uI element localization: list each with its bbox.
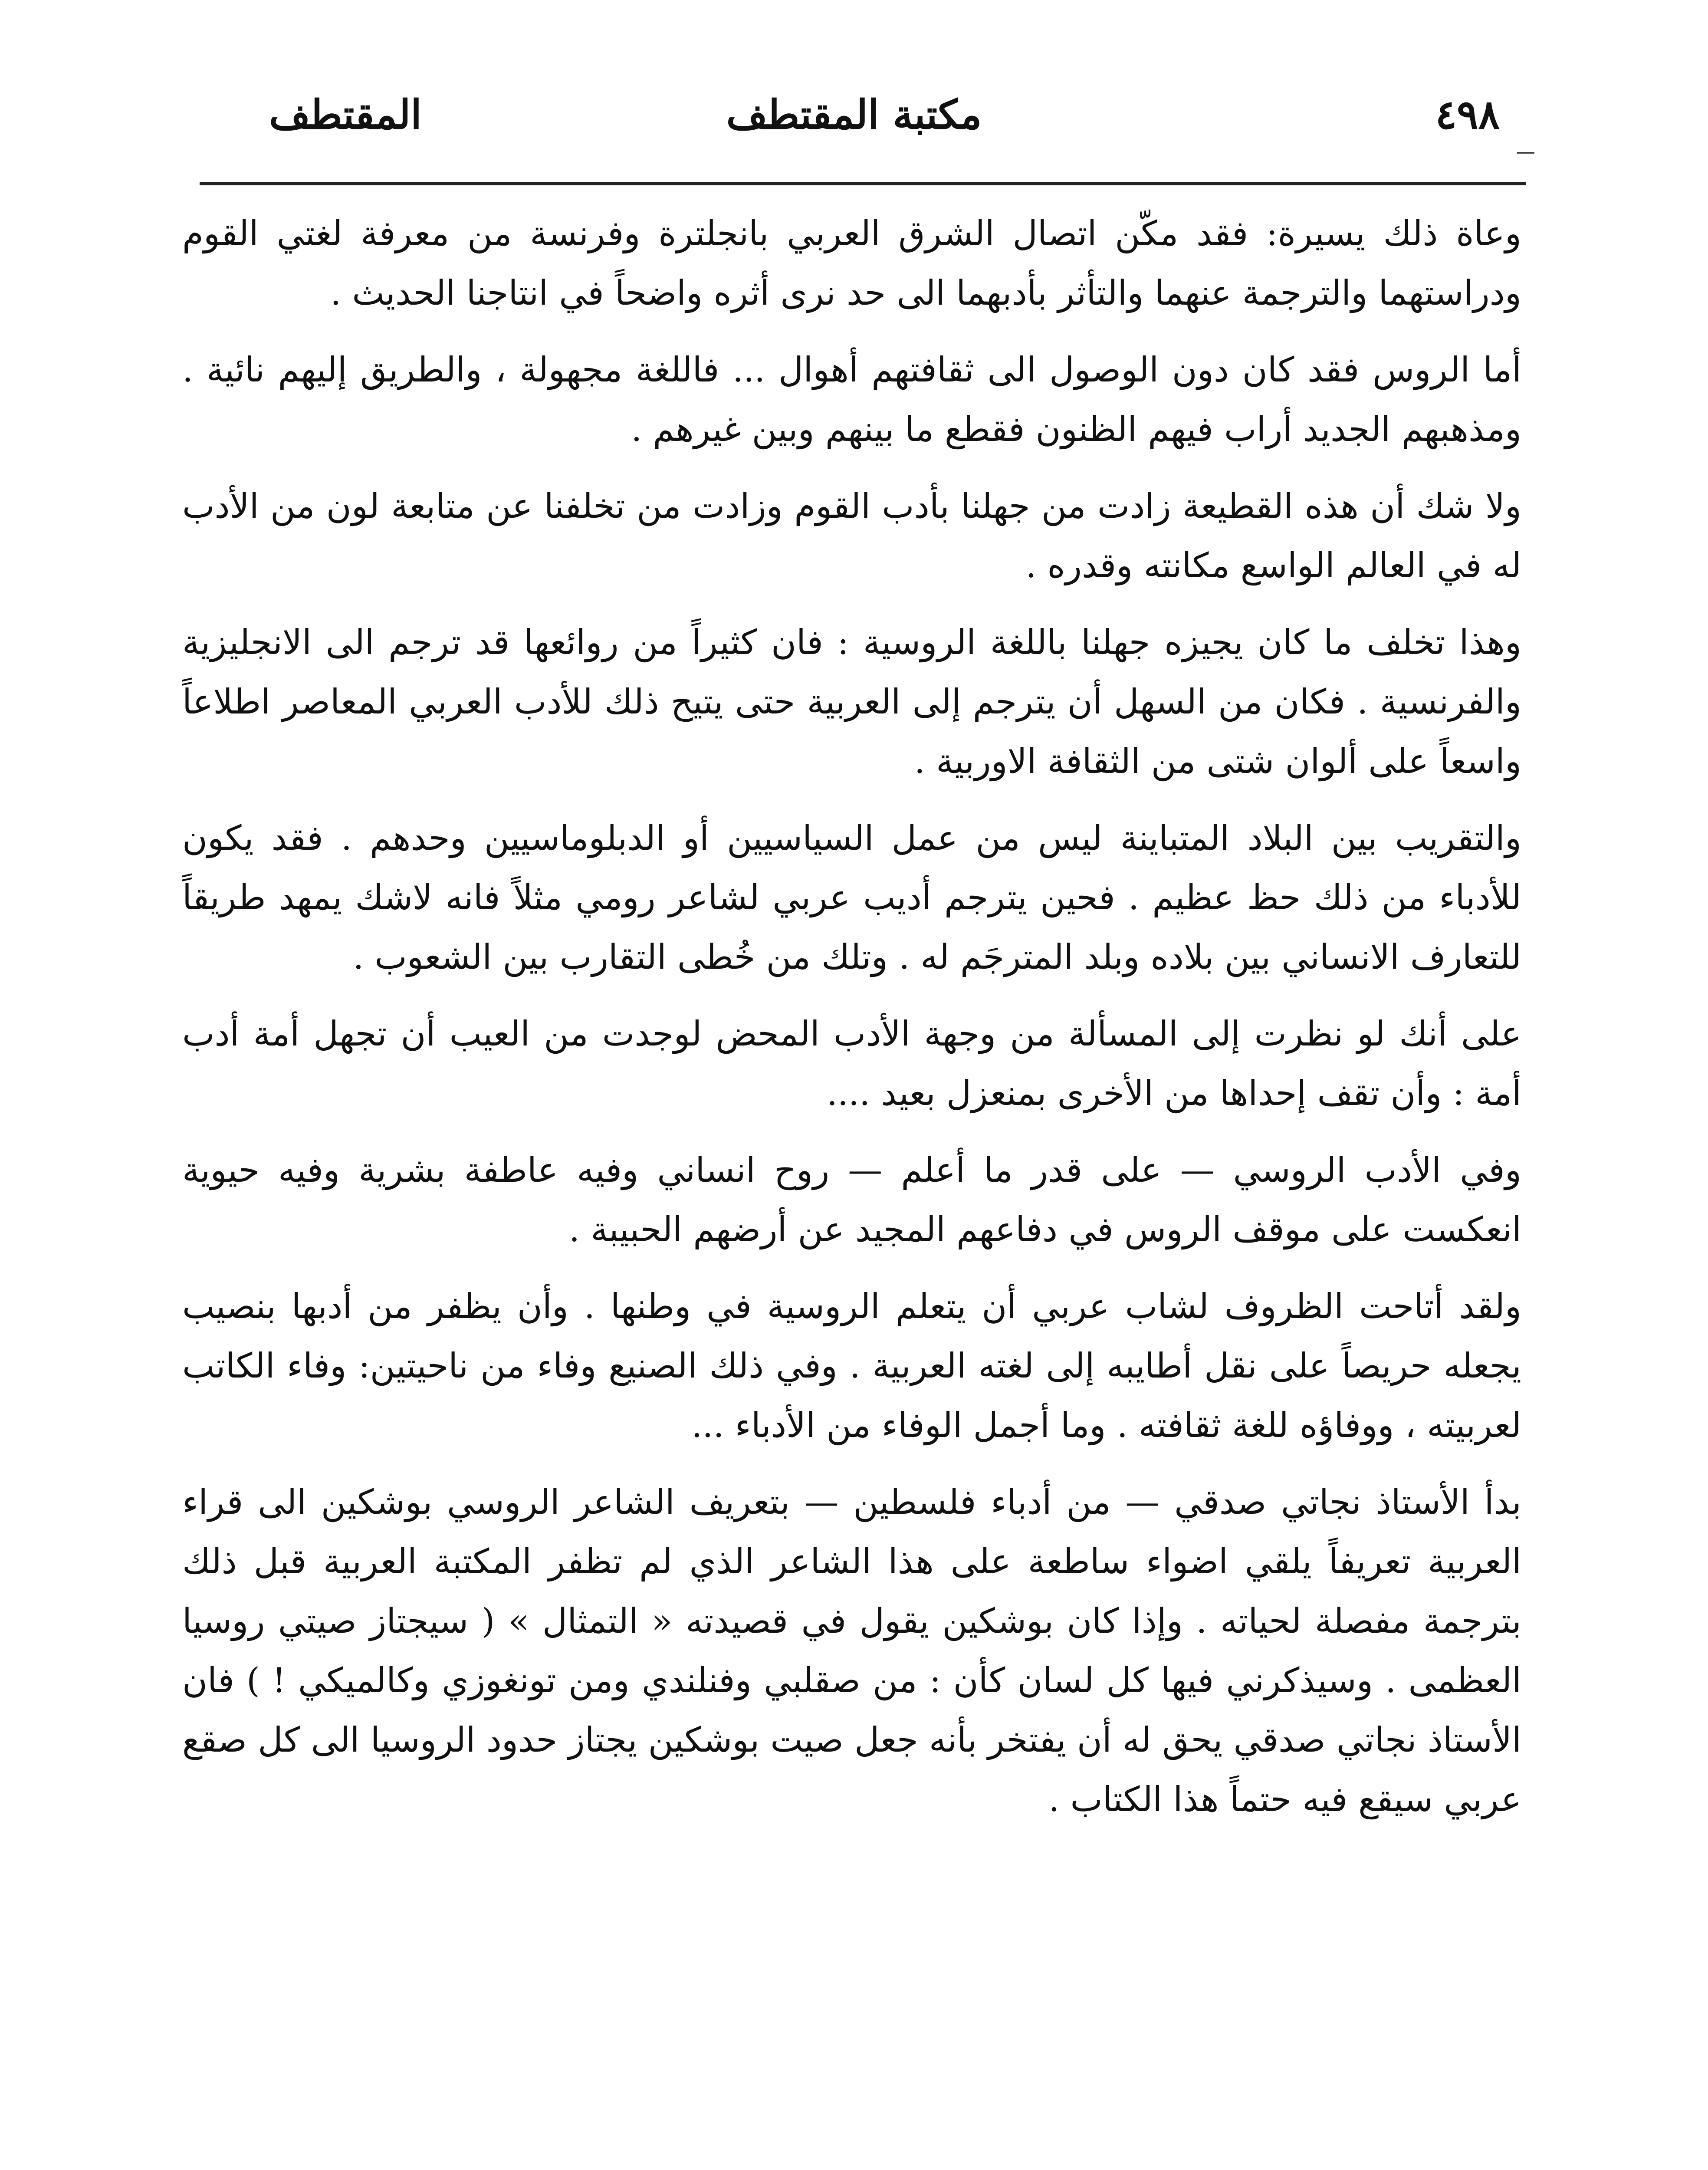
header-rule	[200, 182, 1526, 185]
paragraph-4: وهذا تخلف ما كان يجيزه جهلنا باللغة الروسية : فان كثيراً من روائعها قد ترجم الى الانجليزية والفرنسية . فكان من السهل أن يترجم إلى العربية حتى يتيح ذلك للأدب العربي المعاصر اطلاعاً واسعاً على ألوان شتى من الثقافة الاوربية .	[182, 622, 1521, 781]
paragraph-6: على أنك لو نظرت إلى المسألة من وجهة الأدب المحض لوجدت من العيب أن تجهل أمة أدب أمة : وأن تقف إحداها من الأخرى بمنعزل بعيد ....	[182, 1014, 1521, 1113]
journal-name: المقتطف	[269, 91, 422, 138]
paragraph-5: والتقريب بين البلاد المتباينة ليس من عمل السياسيين أو الدبلوماسيين وحدهم . فقد يكون للأدباء من ذلك حظ عظيم . فحين يترجم أديب عربي لشاعر رومي مثلاً فانه لاشك يمهد طريقاً للتعارف الانساني بين بلاده وبلد المترجَم له . وتلك من خُطى التقارب بين الشعوب .	[182, 818, 1521, 977]
section-title: مكتبة المقتطف	[726, 91, 982, 138]
page-number: ٤٩٨	[1435, 91, 1500, 138]
paragraph-8: ولقد أتاحت الظروف لشاب عربي أن يتعلم الروسية في وطنها . وأن يظفر من أدبها بنصيب يجعله حريصاً على نقل أطايبه إلى لغته العربية . وفي ذلك الصنيع وفاء من ناحيتين: وفاء الكاتب لعربيته ، ووفاؤه للغة ثقافته . وما أجمل الوفاء من الأدباء ...	[182, 1286, 1521, 1445]
article-body	[182, 204, 1521, 1847]
paragraph-1: وعاة ذلك يسيرة: فقد مكّن اتصال الشرق العربي بانجلترة وفرنسة من معرفة لغتي القوم ودراستهما والترجمة عنهما والتأثر بأدبهما الى حد نرى أثره واضحاً في انتاجنا الحديث .	[182, 214, 1521, 313]
page-header	[200, 87, 1508, 161]
paragraph-2: أما الروس فقد كان دون الوصول الى ثقافتهم أهوال ... فاللغة مجهولة ، والطريق إليهم نائية . ومذهبهم الجديد أراب فيهم الظنون فقطع ما بينهم وبين غيرهم .	[182, 350, 1521, 449]
paragraph-9: بدأ الأستاذ نجاتي صدقي — من أدباء فلسطين — بتعريف الشاعر الروسي بوشكين الى قراء العربية تعريفاً يلقي اضواء ساطعة على هذا الشاعر الذي لم تظفر المكتبة العربية قبل ذلك بترجمة مفصلة لحياته . وإذا كان بوشكين يقول في قصيدته « التمثال » ( سيجتاز صيتي روسيا العظمى . وسيذكرني فيها كل لسان كأن : من صقلبي وفنلندي ومن تونغوزي وكالميكي ! ) فان الأستاذ نجاتي صدقي يحق له أن يفتخر بأنه جعل صيت بوشكين يجتاز حدود الروسيا الى كل صقع عربي سيقع فيه حتماً هذا الكتاب .	[182, 1482, 1521, 1819]
header-tick-mark	[1517, 152, 1534, 154]
paragraph-3: ولا شك أن هذه القطيعة زادت من جهلنا بأدب القوم وزادت من تخلفنا عن متابعة لون من الأدب له في العالم الواسع مكانته وقدره .	[182, 486, 1521, 585]
paragraph-7: وفي الأدب الروسي — على قدر ما أعلم — روح انساني وفيه عاطفة بشرية وفيه حيوية انعكست على موقف الروس في دفاعهم المجيد عن أرضهم الحبيبة .	[182, 1150, 1521, 1249]
